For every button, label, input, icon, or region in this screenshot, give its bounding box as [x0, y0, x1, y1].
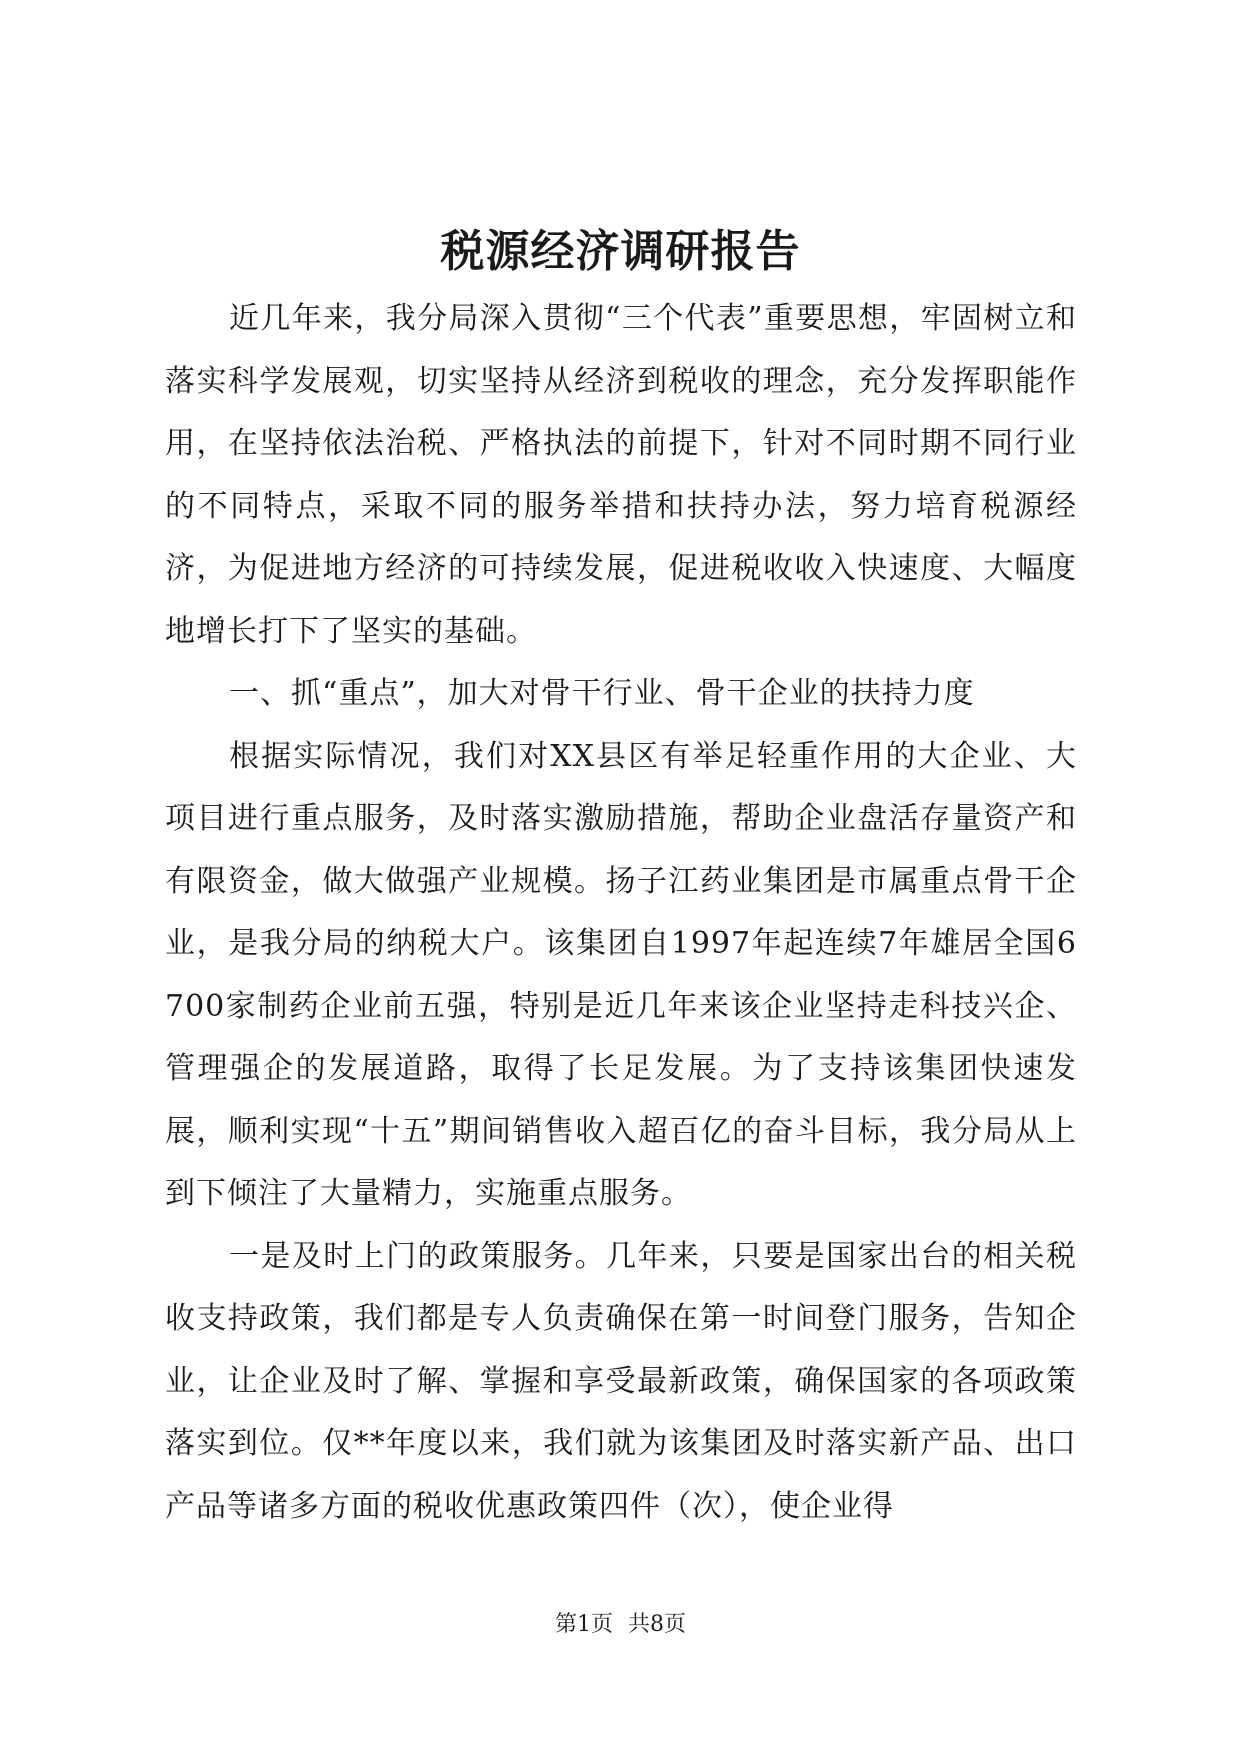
paragraph-policy-service: 一是及时上门的政策服务。几年来，只要是国家出台的相关税收支持政策，我们都是专人负责确保在第一时间登门服务，告知企业，让企业及时了解、掌握和享受最新政策，确保国家的各项政策落实到位。仅**年度以来，我们就为该集团及时落实新产品、出口产品等诸多方面的税收优惠政策四件（次），使企业得	[165, 1238, 1077, 1524]
document-body	[165, 288, 1077, 1538]
page-number: 第1页	[555, 1612, 613, 1637]
page-footer	[0, 1610, 1241, 1640]
paragraph-intro: 近几年来，我分局深入贯彻“三个代表”重要思想，牢固树立和落实科学发展观，切实坚持从经济到税收的理念，充分发挥职能作用，在坚持依法治税、严格执法的前提下，针对不同时期不同行业的不同特点，采取不同的服务举措和扶持办法，努力培育税源经济，为促进地方经济的可持续发展，促进税收收入快速度、大幅度地增长打下了坚实的基础。	[165, 301, 1077, 649]
section-heading-1: 一、抓“重点”，加大对骨干行业、骨干企业的扶持力度	[229, 676, 975, 711]
document-title: 税源经济调研报告	[440, 226, 801, 277]
paragraph-key-enterprises: 根据实际情况，我们对XX县区有举足轻重作用的大企业、大项目进行重点服务，及时落实激励措施，帮助企业盘活存量资产和有限资金，做大做强产业规模。扬子江药业集团是市属重点骨干企业，是我分局的纳税大户。该集团自1997年起连续7年雄居全国6700家制药企业前五强，特别是近几年来该企业坚持走科技兴企、管理强企的发展道路，取得了长足发展。为了支持该集团快速发展，顺利实现“十五”期间销售收入超百亿的奋斗目标，我分局从上到下倾注了大量精力，实施重点服务。	[165, 738, 1077, 1211]
page-total: 共8页	[628, 1612, 686, 1637]
